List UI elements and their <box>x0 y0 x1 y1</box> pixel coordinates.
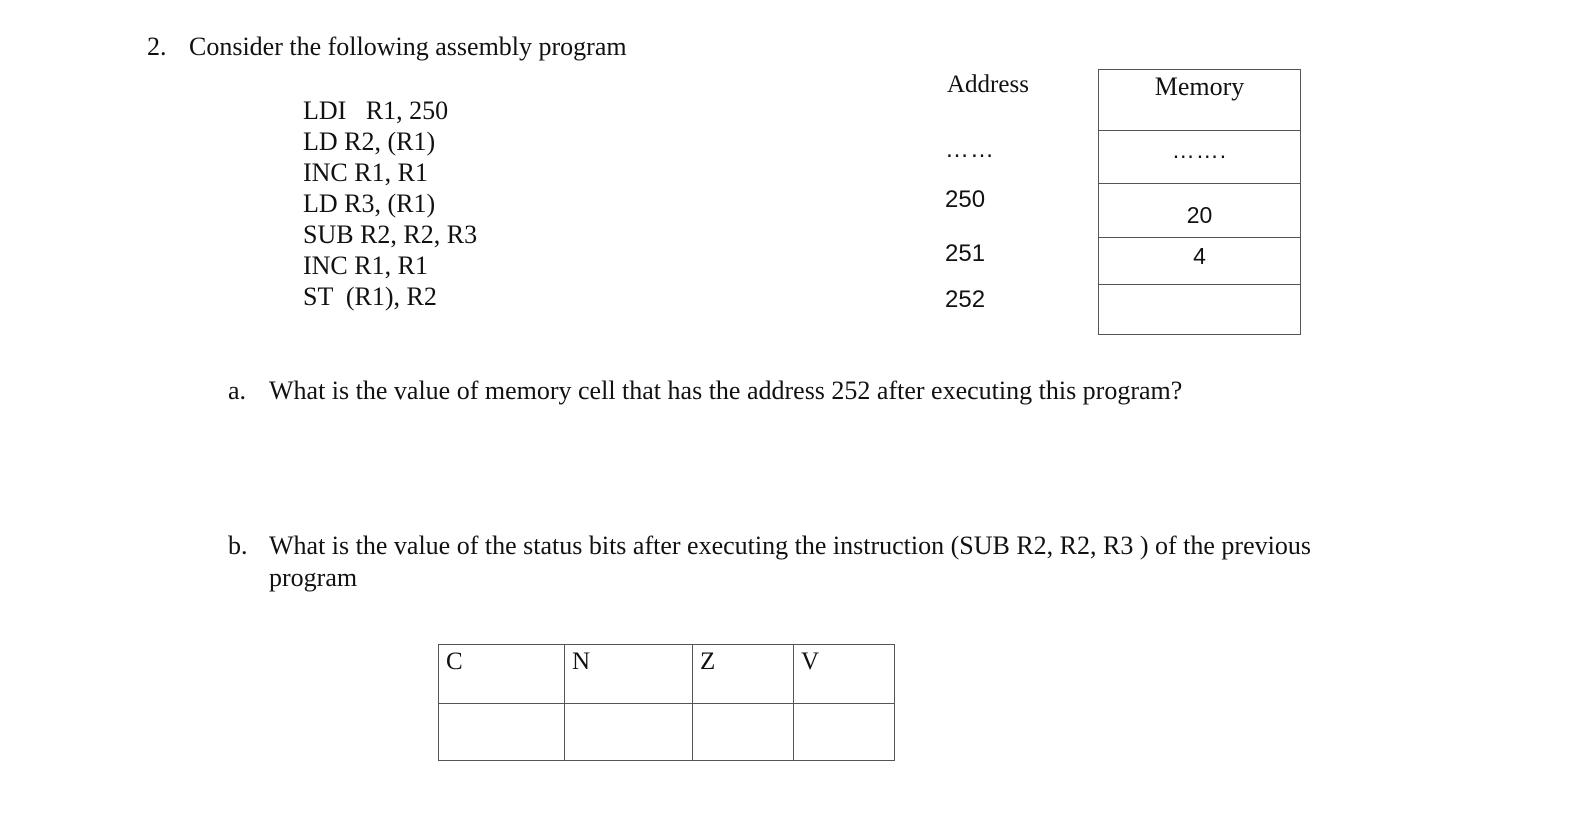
assembly-program <box>303 95 477 312</box>
code-line: ST (R1), R2 <box>303 282 437 311</box>
code-line: SUB R2, R2, R3 <box>303 220 478 249</box>
question-title: Consider the following assembly program <box>189 32 627 61</box>
status-bit-c-value <box>439 704 565 761</box>
part-a-question: What is the value of memory cell that has the address 252 after executing this program? <box>269 376 1183 405</box>
status-bit-v-header: V <box>794 645 895 704</box>
memory-cell: ……. <box>1099 131 1300 184</box>
address-label: 252 <box>945 286 986 313</box>
code-line: LDI R1, 250 <box>303 96 449 125</box>
address-label: …… <box>945 136 995 163</box>
status-bit-z-header: Z <box>693 645 794 704</box>
status-bit-c-header: C <box>439 645 565 704</box>
status-bit-n-header: N <box>565 645 693 704</box>
status-bit-n-value <box>565 704 693 761</box>
address-header: Address <box>947 71 1029 98</box>
question-number: 2. <box>147 32 167 61</box>
code-line: LD R2, (R1) <box>303 127 436 156</box>
memory-table <box>1098 69 1301 335</box>
memory-cell-252 <box>1099 285 1300 334</box>
address-label: 251 <box>945 240 986 267</box>
status-bit-z-value <box>693 704 794 761</box>
code-line: INC R1, R1 <box>303 251 428 280</box>
part-b-question-continued: program <box>269 563 358 592</box>
status-bits-table <box>438 644 895 761</box>
status-bit-v-value <box>794 704 895 761</box>
part-b-label: b. <box>228 531 248 560</box>
memory-header: Memory <box>1099 70 1300 131</box>
part-b-question: What is the value of the status bits after executing the instruction (SUB R2, R2, R3 ) of the previous <box>269 531 1311 560</box>
address-label: 250 <box>945 186 986 213</box>
memory-cell: 20 <box>1099 184 1300 238</box>
part-a-label: a. <box>228 376 247 405</box>
code-line: LD R3, (R1) <box>303 189 436 218</box>
code-line: INC R1, R1 <box>303 158 428 187</box>
memory-cell: 4 <box>1099 238 1300 285</box>
